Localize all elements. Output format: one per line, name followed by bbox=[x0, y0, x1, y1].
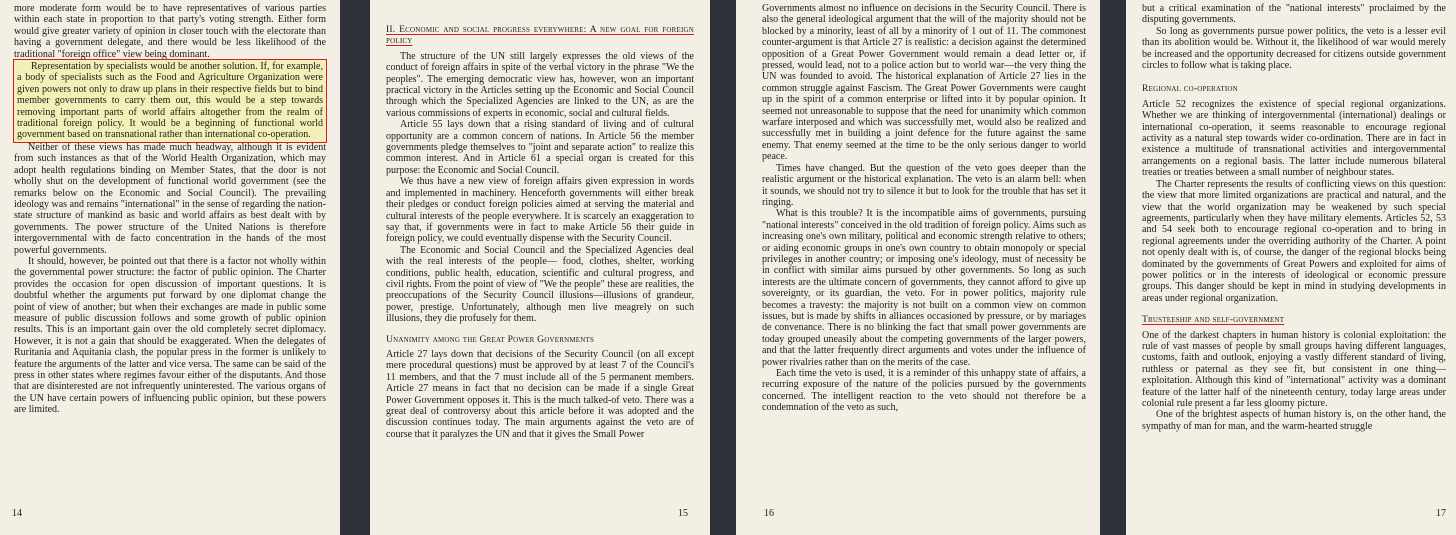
page-15 bbox=[370, 0, 710, 535]
page-number: 17 bbox=[1436, 508, 1446, 519]
paragraph: The Economic and Social Council and the Specialized Agencies deal with the real interests of the people— food, clothes, shelter, working conditions, public health, education, scientific and cultural progress, and civil rights. From the point of view of "We the people" these are realities, the preoccupations of the Security Council illusions—illusions of grandeur, power, prestige. Unfortunately, although men live meagrely on such illusions, they die profusely for them. bbox=[386, 244, 694, 325]
highlighted-paragraph: Representation by specialists would be another solution. If, for example, a body of specialists such as the Food and Agriculture Organization were given powers not only to draw up plans in their respective fields but to bind member governments to carry them out, this would be a step towards removing important parts of world affairs altogether from the realm of traditional foreign policy. It would be a beginning of functional world government based on transnational rather than international co-operation. bbox=[14, 60, 326, 142]
page-number: 15 bbox=[678, 508, 688, 519]
page-16-text bbox=[762, 3, 1086, 414]
section-heading: Regional co-operation bbox=[1142, 83, 1238, 95]
paragraph: Each time the veto is used, it is a reminder of this unhappy state of affairs, a recurring exposure of the nature of the policies pursued by the governments concerned. The intelligent reaction to the veto should not therefore be a condemnation of the veto as such, bbox=[762, 368, 1086, 414]
page-16 bbox=[736, 0, 1100, 535]
paragraph: Article 52 recognizes the existence of special regional organizations. Whether we are thinking of intergovernmental (international) dealings or international co-operation, it seems reasonable to encourage regional activity as a natural step towards wider co-ordination. There are in fact in existence a multitude of transnational activities and intergovernmental arrangements on a regional basis. The latter include numerous bilateral treaties or treaties between a small number of neighbour states. bbox=[1142, 98, 1446, 179]
section-heading: II. Economic and social progress everywhere: A new goal for foreign policy bbox=[386, 24, 694, 47]
paragraph: The Charter represents the results of conflicting views on this question: the view that more limited organizations are practical and natural, and the view that the world organization may be weakened by such special agreements, particularly when they have military elements. Articles 52, 53 and 54 seek both to encourage regional co-operation and to bring in regional agreements under the overriding authority of the Charter. A point not openly dealt with is, of course, the danger of the regional blocks being dominated by the governments of Great Powers and exploited for aims of power politics or in the interests of ideological or economic pressure groups. This danger should be kept in mind in studying developments in areas under regional organization. bbox=[1142, 178, 1446, 304]
paragraph: What is this trouble? It is the incompatible aims of governments, pursuing "national interests" conceived in the old tradition of foreign policy. Aims such as increasing one's own military, political and economic strength relative to others; or aiding economic groups in one's own country to obtain monopoly or special privileges in another country; or imposing one's ideology, must of necessity be in conflict with similar aims pursued by other governments. So long as such interests are the ultimate concern of governments, they cannot afford to give up sovereignty, or its guardian, the veto. For in power politics, majority rule becomes a travesty: the majority is not built on a common view on common issues, but is made by shifts in alliances occasioned by pressure, or by mariages de convenance. There is no blinking the fact that small power governments are today grouped uneasily about the competing governments of the larger powers, and that the latter frequently direct arguments and votes under the influence of power rivalries rather than on the merits of the case. bbox=[762, 208, 1086, 368]
paragraph: It should, however, be pointed out that there is a factor not wholly within the governmental power structure: the factor of public opinion. The Charter provides the occasion for open discussion of important questions. It is doubtful whether the arguments put forward by one diplomat change the point of view of another; but when their exchanges are made in public some measure of public discussion follows and some growth of public opinion results. This is an important gain over the old completely secret diplomacy. However, it is not a gain that should be exaggerated. When the delegates of Ruritania and Aquitania clash, the popular press in the former is unlikely to feature the arguments of the latter and vice versa. The same can be said of the press in other states where regimes favour either of the disputants. And those that are disinterested are not infrequently uninterested. The various organs of the UN have certain powers of influencing public opinion, but these powers are limited. bbox=[14, 255, 326, 416]
page-number: 16 bbox=[764, 508, 774, 519]
paragraph: Governments almost no influence on decisions in the Security Council. There is also the general ideological argument that the will of the majority should not be blocked by a minority, least of all by a minority of 1 out of 11. The commonest counter-argument is that Article 27 is realistic: a decision against the determined opposition of a Great Power Government would remain a dead letter or, if pressed, would lead, not to a police action but to world war—the very thing the UN was founded to avoid. The historical explanation of Article 27 lies in the common struggle against Fascism. The Great Power Governments were caught up in the spirit of a common enterprise or lifted into it by popular opinion. It seemed not unreasonable to suppose that the need for unanimity which common warfare interposed and which was successfully met, would also be realized and successfully met in building a joint defence for the future against the same enemy. That enemy seemed at the time to be the only serious danger to world peace. bbox=[762, 3, 1086, 163]
paragraph: Times have changed. But the question of the veto goes deeper than the realistic argument or the historical explanation. The veto is an alarm bell: when it sounds, we should not try to silence it but to look for the trouble that has set it ringing. bbox=[762, 162, 1086, 208]
paragraph: more moderate form would be to have representatives of various parties within each state in proportion to that party's voting strength. Either form would give greater variety of opinion in closer touch with the electorate than having a government delegate, and there would be less likelihood of the traditional "foreign office" view being dominant. bbox=[14, 3, 326, 60]
paragraph: One of the darkest chapters in human history is colonial exploitation: the rule of vast masses of people by small groups having different languages, customs, faith and outlook, enjoying a vastly different standard of living, ruthless or paternal as they see fit, but consistent in one thing—exploitation. Although this kind of "international" activity was a dominant feature of the latter half of the nineteenth century, today large areas under colonial rule present a far less gloomy picture. bbox=[1142, 329, 1446, 409]
paragraph: We thus have a new view of foreign affairs given expression in words and implemented in machinery. Henceforth governments will either break their pledges or conduct foreign policies aimed at serving the material and cultural interests of the people everywhere. It is scarcely an exaggeration to say that, if governments were in fact to make Article 56 their guide in foreign policy, we could eventually dispense with the Security Council. bbox=[386, 176, 694, 245]
page-17 bbox=[1126, 0, 1456, 535]
paragraph: The structure of the UN still largely expresses the old views of the conduct of foreign affairs in spite of the verbal victory in the phrase "We the peoples". The emerging democratic view has, however, won an important practical victory in the Articles setting up the Economic and Social Council through which the Specialized Agencies are linked to the UN, as are the various commissions of experts in economic, social and cultural fields. bbox=[386, 50, 694, 119]
page-15-text bbox=[386, 18, 694, 440]
paragraph: Neither of these views has made much headway, although it is evident from such instances as that of the World Health Organization, which may adopt health regulations binding on Member States, that the door is not wholly shut on the development of functional world government (see the remarks below on the Economic and Social Council). The prevailing ideology was and remains "international" in the sense of regarding the nation-state structure of mankind as basic and world affairs as best dealt with by governments. The power structure of the United Nations is therefore intergovernmental with de facto concentration in the hands of the most powerful governments. bbox=[14, 141, 326, 256]
paragraph: So long as governments pursue power politics, the veto is a lesser evil than its abolition would be. Without it, the likelihood of war would merely be increased and the opportunity decreased for citizens outside government circles to follow what is taking place. bbox=[1142, 25, 1446, 72]
section-heading: Unanimity among the Great Power Governments bbox=[386, 333, 595, 345]
section-heading: Trusteeship and self-government bbox=[1142, 314, 1285, 326]
paragraph: but a critical examination of the "national interests" proclaimed by the disputing governments. bbox=[1142, 3, 1446, 26]
page-number: 14 bbox=[12, 508, 22, 519]
page-14-text bbox=[14, 3, 326, 416]
page-14 bbox=[0, 0, 340, 535]
page-17-text bbox=[1142, 3, 1446, 432]
paragraph: One of the brightest aspects of human history is, on the other hand, the sympathy of man for man, and the warm-hearted struggle bbox=[1142, 409, 1446, 432]
paragraph: Article 55 lays down that a rising standard of living and of cultural opportunity are a common concern of nations. In Article 56 the member governments pledge themselves to "joint and separate action" to realize this common interest. And in Article 61 a special organ is created for this purpose: the Economic and Social Council. bbox=[386, 119, 694, 176]
paragraph: Article 27 lays down that decisions of the Security Council (on all except mere procedural questions) must be approved by at least 7 of the Council's 11 members, and that the 7 must include all of the 5 permanent members. Article 27 means in fact that no decision can be made if a single Great Power Government opposes it. This is the much talked-of veto. There was a great deal of controversy about this article before it was adopted and the discussion continues today. The main arguments against the veto are of course that it paralyzes the UN and that it gives the Small Power bbox=[386, 348, 694, 440]
